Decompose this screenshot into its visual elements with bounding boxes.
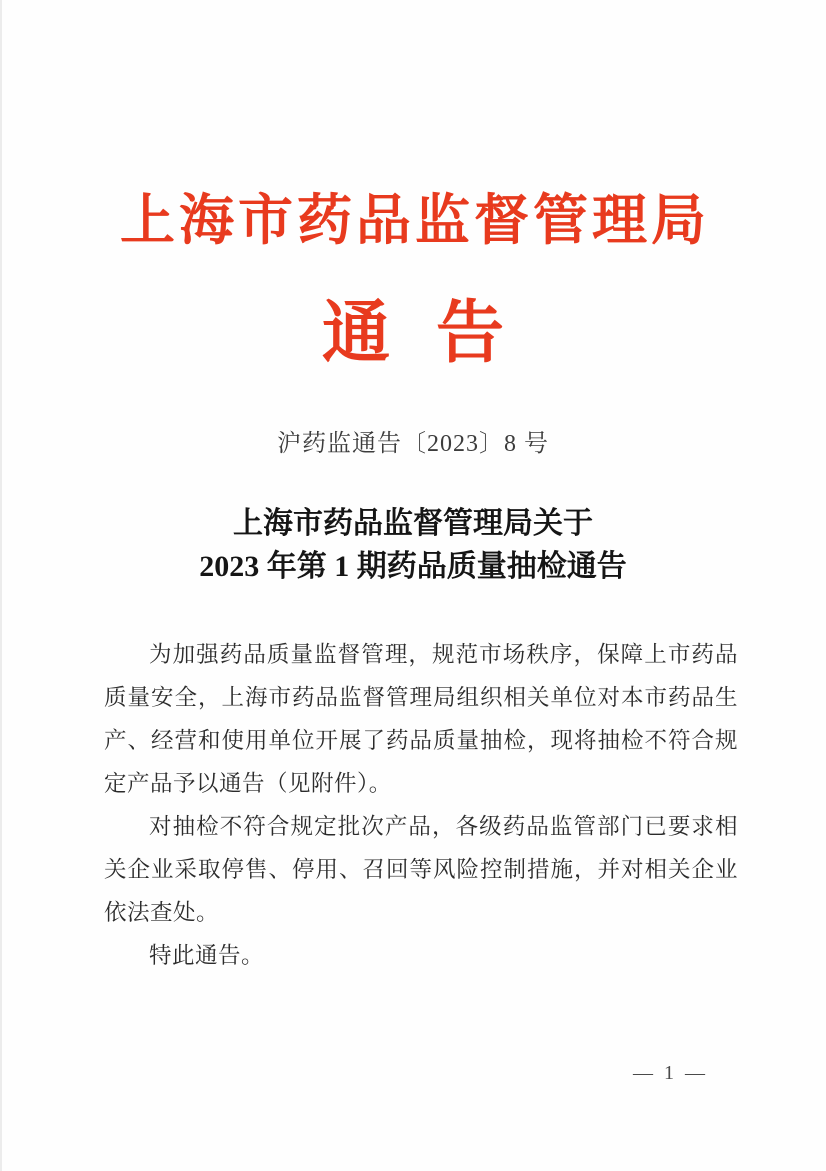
document-title [0, 502, 826, 588]
agency-name-heading: 上海市药品监督管理局 [119, 190, 710, 251]
page-number: — 1 — [633, 1062, 708, 1084]
notice-type-heading [0, 296, 826, 371]
document-number: 沪药监通告〔2023〕8 号 [277, 431, 549, 457]
body-paragraph-1: 为加强药品质量监督管理，规范市场秩序，保障上市药品质量安全，上海市药品监督管理局组织相关单位对本市药品生产、经营和使用单位开展了药品质量抽检，现将抽检不符合规定产品予以通告（见附件）。 [104, 642, 738, 796]
notice-type-char-1: 通 [321, 295, 390, 371]
notice-type-char-2: 告 [436, 295, 505, 371]
document-title-line-1: 上海市药品监督管理局关于 [233, 507, 593, 540]
body-paragraph-2: 对抽检不符合规定批次产品，各级药品监管部门已要求相关企业采取停售、停用、召回等风险控制措施，并对相关企业依法查处。 [104, 814, 738, 925]
document-body [104, 633, 738, 977]
document-title-line-2: 2023 年第 1 期药品质量抽检通告 [199, 550, 627, 583]
body-paragraph-3: 特此通告。 [149, 943, 265, 968]
